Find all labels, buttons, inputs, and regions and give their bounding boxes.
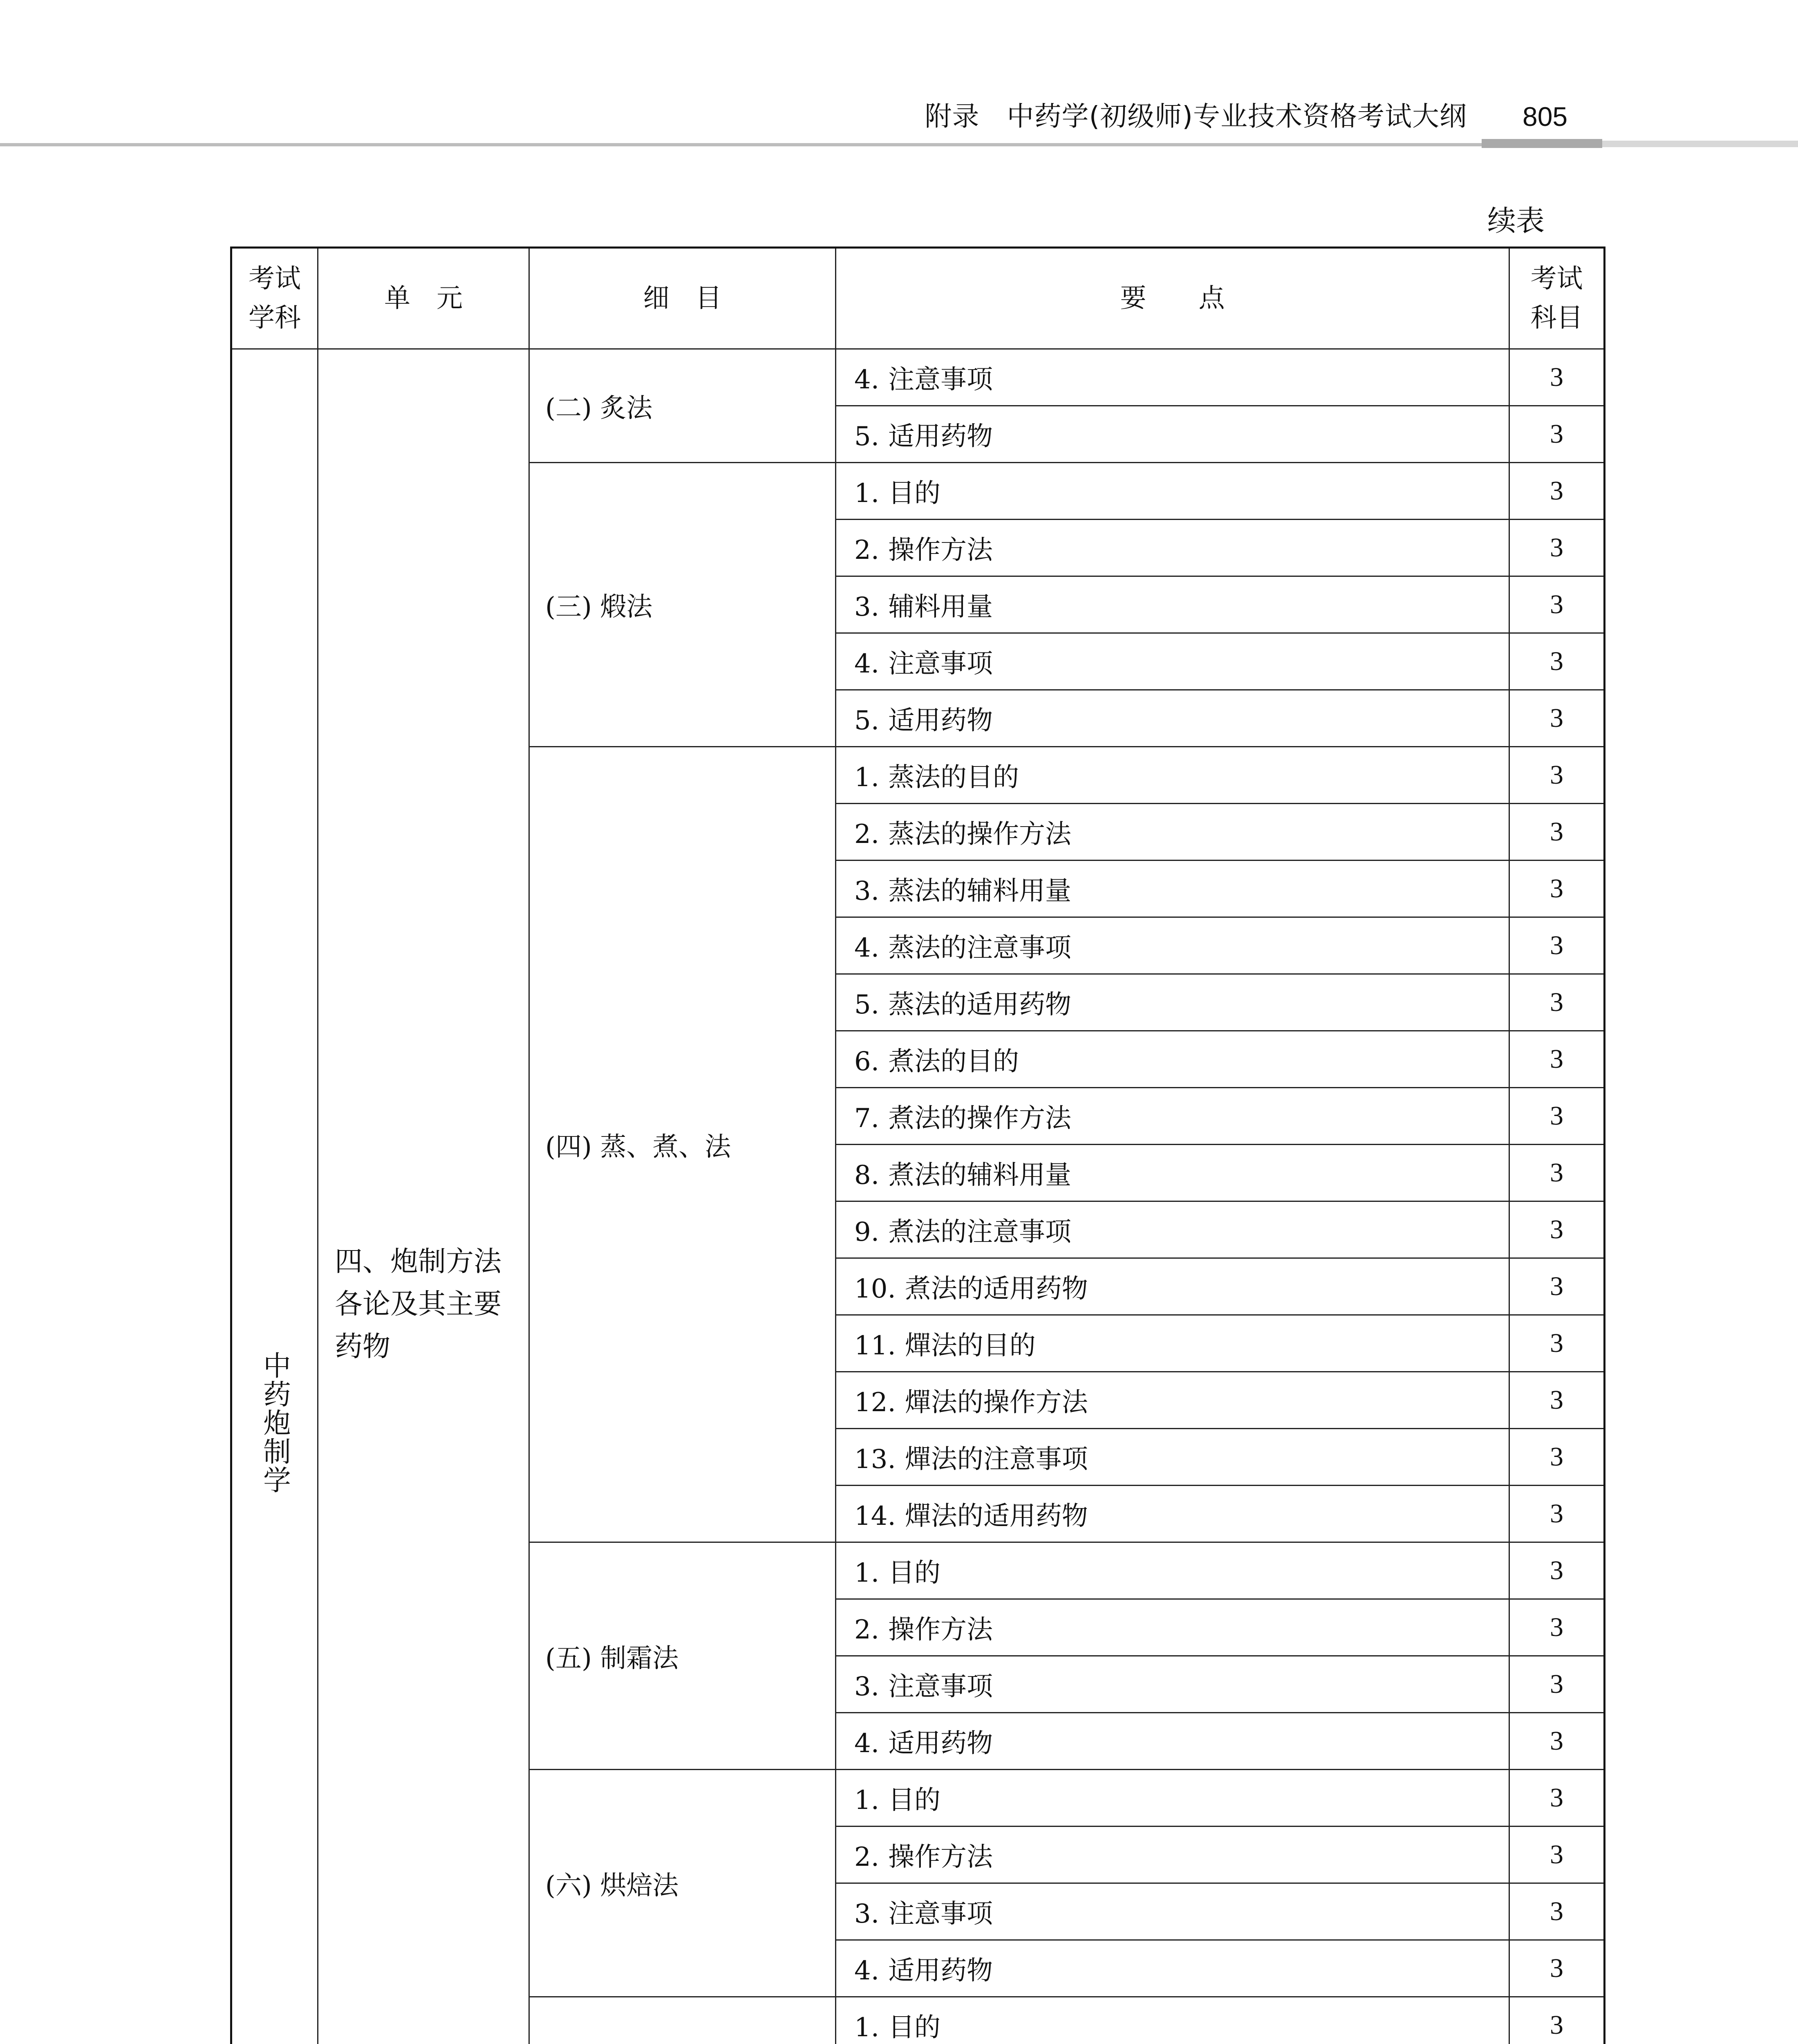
key-point-text: 注意事项 (888, 649, 993, 679)
key-point-cell (836, 1486, 1509, 1542)
exam-code-cell: 3 (1509, 1713, 1605, 1770)
key-point-cell (836, 974, 1509, 1031)
key-point-cell (836, 1315, 1509, 1372)
key-point-number: 4. (854, 933, 880, 963)
column-header-code (1509, 248, 1605, 349)
key-point-number: 4. (854, 1728, 880, 1759)
key-point-number: 2. (854, 535, 880, 565)
key-point-number: 8. (854, 1160, 880, 1190)
exam-code-cell: 3 (1509, 861, 1605, 917)
exam-code-cell: 3 (1509, 633, 1605, 690)
key-point-cell (836, 1770, 1509, 1827)
key-point-cell (836, 747, 1509, 804)
key-point-number: 3. (854, 592, 880, 622)
key-point-cell (836, 1713, 1509, 1770)
key-point-text: 注意事项 (888, 365, 993, 395)
running-header (0, 98, 1798, 151)
key-point-number: 9. (854, 1217, 880, 1247)
detail-cell: (四) 蒸、煮、法 (529, 747, 836, 1542)
exam-code-cell: 3 (1509, 804, 1605, 861)
key-point-cell (836, 1827, 1509, 1883)
unit-line: 四、炮制方法 (335, 1246, 502, 1278)
detail-cell: (三) 煅法 (529, 463, 836, 747)
key-point-number: 6. (854, 1047, 880, 1077)
page-number: 805 (1523, 101, 1568, 132)
key-point-text: 目的 (888, 2013, 941, 2043)
key-point-number: 1. (854, 2013, 880, 2043)
exam-code-cell: 3 (1509, 576, 1605, 633)
key-point-cell (836, 1145, 1509, 1201)
key-point-number: 3. (854, 1899, 880, 1929)
key-point-text: 蒸法的适用药物 (888, 990, 1072, 1020)
key-point-cell (836, 1599, 1509, 1656)
column-header-detail: 细 目 (529, 248, 836, 349)
exam-code-cell: 3 (1509, 747, 1605, 804)
header-rule-accent (1482, 139, 1602, 148)
key-point-text: 燀法的适用药物 (905, 1501, 1088, 1531)
exam-code-cell: 3 (1509, 406, 1605, 463)
key-point-number: 11. (854, 1331, 896, 1361)
key-point-text: 适用药物 (888, 421, 993, 452)
key-point-text: 燀法的操作方法 (905, 1387, 1088, 1418)
column-header-code-line2: 科目 (1530, 303, 1583, 333)
key-point-text: 目的 (888, 1558, 941, 1588)
unit-cell (318, 349, 529, 2044)
unit-line: 药物 (335, 1331, 391, 1363)
key-point-text: 操作方法 (888, 1615, 993, 1645)
key-point-cell (836, 917, 1509, 974)
detail-cell: (二) 炙法 (529, 349, 836, 463)
key-point-text: 燀法的目的 (905, 1331, 1036, 1361)
key-point-cell (836, 1656, 1509, 1713)
subject-cell (231, 349, 318, 2044)
key-point-number: 10. (854, 1274, 896, 1304)
key-point-number: 13. (854, 1444, 896, 1475)
exam-code-cell: 3 (1509, 1145, 1605, 1201)
key-point-cell (836, 1372, 1509, 1429)
key-point-text: 蒸法的注意事项 (888, 933, 1072, 963)
running-header-title: 附录 中药学(初级师)专业技术资格考试大纲 (925, 101, 1467, 132)
key-point-number: 7. (854, 1103, 880, 1134)
key-point-number: 4. (854, 649, 880, 679)
table-row (231, 349, 1605, 406)
key-point-cell (836, 633, 1509, 690)
unit-line: 各论及其主要 (335, 1288, 502, 1320)
key-point-number: 2. (854, 1615, 880, 1645)
exam-outline-table (230, 247, 1605, 2044)
header-row (231, 248, 1605, 349)
exam-code-cell: 3 (1509, 974, 1605, 1031)
key-point-text: 蒸法的目的 (888, 762, 1019, 793)
key-point-number: 5. (854, 421, 880, 452)
key-point-cell (836, 1940, 1509, 1997)
key-point-cell (836, 1883, 1509, 1940)
exam-code-cell: 3 (1509, 349, 1605, 406)
column-header-subject-line2: 学科 (249, 303, 301, 333)
exam-code-cell: 3 (1509, 520, 1605, 576)
key-point-text: 适用药物 (888, 1728, 993, 1759)
exam-code-cell: 3 (1509, 1429, 1605, 1486)
key-point-cell (836, 1542, 1509, 1599)
key-point-number: 14. (854, 1501, 896, 1531)
key-point-number: 1. (854, 1558, 880, 1588)
key-point-number: 2. (854, 819, 880, 849)
key-point-cell (836, 1031, 1509, 1088)
key-point-cell (836, 1088, 1509, 1145)
exam-code-cell: 3 (1509, 690, 1605, 747)
key-point-text: 适用药物 (888, 1956, 993, 1986)
key-point-cell (836, 804, 1509, 861)
exam-code-cell: 3 (1509, 1372, 1605, 1429)
key-point-text: 注意事项 (888, 1899, 993, 1929)
subject-name: 中药炮制学 (258, 1351, 291, 1494)
column-header-key-point: 要 点 (836, 248, 1509, 349)
detail-cell: (五) 制霜法 (529, 1542, 836, 1770)
column-header-code-line1: 考试 (1530, 264, 1583, 294)
exam-code-cell: 3 (1509, 1542, 1605, 1599)
key-point-number: 3. (854, 1672, 880, 1702)
key-point-text: 煮法的操作方法 (888, 1103, 1072, 1134)
key-point-text: 煮法的注意事项 (888, 1217, 1072, 1247)
column-header-unit: 单 元 (318, 248, 529, 349)
exam-code-cell: 3 (1509, 1883, 1605, 1940)
key-point-text: 目的 (888, 478, 941, 509)
key-point-cell (836, 1429, 1509, 1486)
key-point-text: 蒸法的操作方法 (888, 819, 1072, 849)
exam-code-cell: 3 (1509, 917, 1605, 974)
outline-table-body (231, 349, 1605, 2044)
continued-label: 续表 (1487, 204, 1545, 238)
key-point-cell (836, 349, 1509, 406)
key-point-cell (836, 690, 1509, 747)
key-point-cell (836, 406, 1509, 463)
key-point-cell (836, 1997, 1509, 2044)
exam-code-cell: 3 (1509, 1827, 1605, 1883)
key-point-number: 1. (854, 762, 880, 793)
detail-cell (529, 1997, 836, 2044)
exam-code-cell: 3 (1509, 1486, 1605, 1542)
detail-cell: (六) 烘焙法 (529, 1770, 836, 1997)
key-point-cell (836, 576, 1509, 633)
key-point-text: 操作方法 (888, 1842, 993, 1872)
exam-code-cell: 3 (1509, 1656, 1605, 1713)
key-point-text: 煮法的适用药物 (905, 1274, 1088, 1304)
exam-code-cell: 3 (1509, 1088, 1605, 1145)
key-point-text: 注意事项 (888, 1672, 993, 1702)
exam-code-cell: 3 (1509, 1315, 1605, 1372)
key-point-text: 操作方法 (888, 535, 993, 565)
key-point-text: 辅料用量 (888, 592, 993, 622)
key-point-number: 4. (854, 365, 880, 395)
exam-code-cell: 3 (1509, 1940, 1605, 1997)
column-header-subject-line1: 考试 (249, 264, 301, 294)
key-point-cell (836, 1201, 1509, 1258)
key-point-cell (836, 1258, 1509, 1315)
key-point-cell (836, 463, 1509, 520)
key-point-number: 2. (854, 1842, 880, 1872)
key-point-number: 12. (854, 1387, 896, 1418)
column-header-subject (231, 248, 318, 349)
exam-code-cell: 3 (1509, 1201, 1605, 1258)
exam-code-cell: 3 (1509, 1031, 1605, 1088)
key-point-text: 适用药物 (888, 706, 993, 736)
key-point-cell (836, 861, 1509, 917)
key-point-cell (836, 520, 1509, 576)
key-point-number: 5. (854, 990, 880, 1020)
exam-code-cell: 3 (1509, 463, 1605, 520)
key-point-text: 燀法的注意事项 (905, 1444, 1088, 1475)
header-rule-tail (1602, 141, 1798, 147)
key-point-text: 蒸法的辅料用量 (888, 876, 1072, 906)
key-point-number: 5. (854, 706, 880, 736)
exam-code-cell: 3 (1509, 1599, 1605, 1656)
key-point-text: 煮法的辅料用量 (888, 1160, 1072, 1190)
exam-code-cell: 3 (1509, 1997, 1605, 2044)
key-point-number: 4. (854, 1956, 880, 1986)
key-point-number: 1. (854, 478, 880, 509)
key-point-text: 煮法的目的 (888, 1047, 1019, 1077)
exam-code-cell: 3 (1509, 1770, 1605, 1827)
exam-code-cell: 3 (1509, 1258, 1605, 1315)
key-point-number: 1. (854, 1785, 880, 1815)
key-point-number: 3. (854, 876, 880, 906)
key-point-text: 目的 (888, 1785, 941, 1815)
